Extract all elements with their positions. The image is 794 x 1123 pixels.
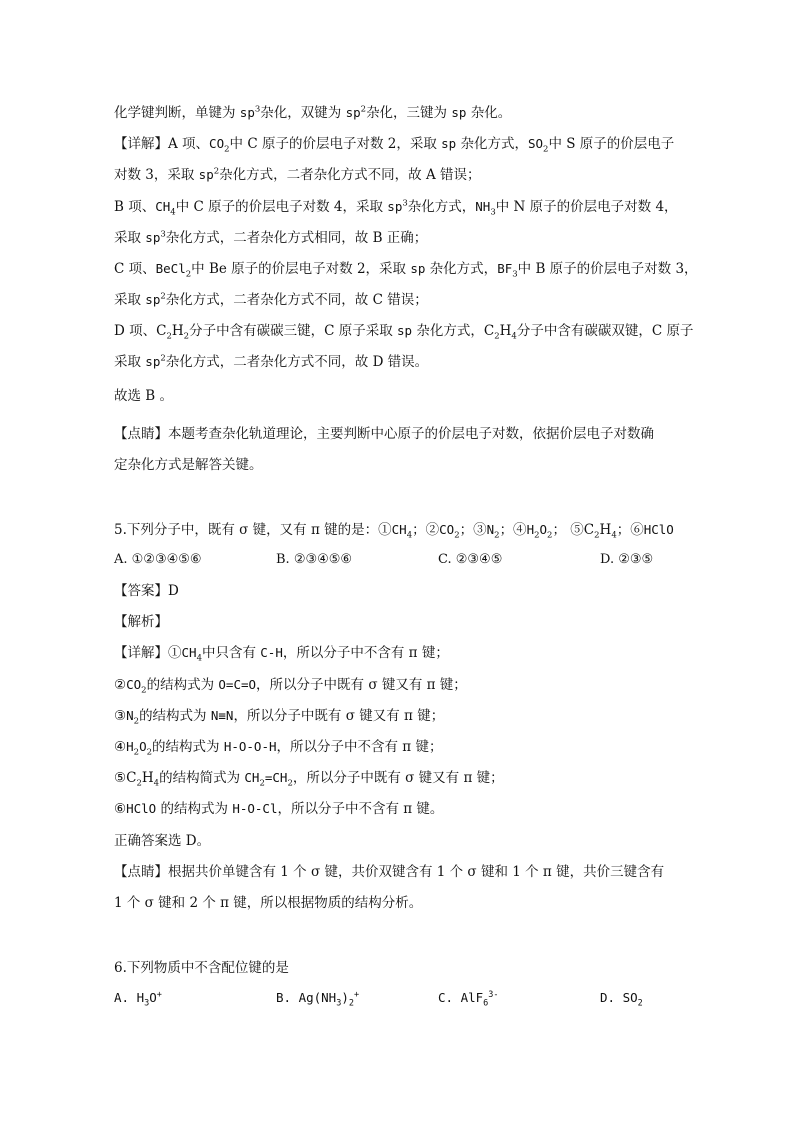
q5-option-b: B. ②③④⑤⑥ xyxy=(276,552,353,567)
detail-line-c: C 项、BeCl$_2$中 Be 原子的价层电子对数 2，采取 sp 杂化方式，$BF_3$中 B 原子的价层电子对数 3， xyxy=(114,261,698,280)
q5-detail-2: $②CO_2$的结构式为 O=C=O，所以分子中既有 σ 键又有 π 键； xyxy=(114,677,467,696)
conclusion-line: 故选 B 。 xyxy=(114,388,174,404)
explanation-line-1: 化学键判断，单键为 $sp^3$杂化，双键为 $sp^2$杂化，三键为 sp 杂化。 xyxy=(114,104,512,121)
detail-line-d: D 项、$C_2H_2$分子中含有碳碳三键，C 原子采取 sp 杂化方式，$C_2H_4$分子中含有碳碳双键，C 原子 xyxy=(114,323,694,342)
q5-analysis-heading: 【解析】 xyxy=(114,614,168,630)
q6-option-c: C. AlF$_6^{3-}$ xyxy=(438,989,499,1009)
q5-answer: 【答案】D xyxy=(114,583,179,599)
q5-detail-6: ⑥HClO 的结构式为 H-O-Cl，所以分子中不含有 π 键。 xyxy=(114,801,444,817)
q5-detail-5: $⑤C_2H_4$的结构简式为 $CH_2=CH_2$，所以分子中既有 σ 键又有 π 键； xyxy=(114,770,504,789)
detail-line-d-cont: 采取 $sp^2$杂化方式，二者杂化方式不同，故 D 错误。 xyxy=(114,353,429,370)
q5-option-a: A. ①②③④⑤⑥ xyxy=(114,552,202,567)
q5-tip-1: 【点睛】根据共价单键含有 1 个 σ 键，共价双键含有 1 个 σ 键和 1 个 π 键，共价三键含有 xyxy=(114,864,665,880)
q6-option-d: D. $SO_2$ xyxy=(600,990,643,1009)
question-6-stem: 6.下列物质中不含配位键的是 xyxy=(114,960,289,976)
q6-option-a: A. $H_3O^+$ xyxy=(114,989,162,1009)
detail-line-a: 【详解】A 项、$CO_2$中 C 原子的价层电子对数 2，采取 sp 杂化方式，$SO_2$中 S 原子的价层电子 xyxy=(114,136,675,155)
detail-line-a-cont: 对数 3，采取 $sp^2$杂化方式，二者杂化方式不同，故 A 错误； xyxy=(114,166,481,183)
q5-detail-1: 【详解】$①CH_4$中只含有 C-H，所以分子中不含有 π 键； xyxy=(114,645,449,664)
question-5-stem: 5.下列分子中，既有 σ 键，又有 π 键的是：$①CH_4$；$②CO_2$；$③N_2$；$④H_2O_2$； $⑤C_2H_4$；⑥HClO xyxy=(114,522,674,541)
q5-detail-3: $③N_2$的结构式为 N≡N，所以分子中既有 σ 键又有 π 键； xyxy=(114,708,445,727)
q5-detail-4: $④H_2O_2$的结构式为 H-O-O-H，所以分子中不含有 π 键； xyxy=(114,739,443,758)
q5-option-c: C. ②③④⑤ xyxy=(438,552,503,567)
detail-line-c-cont: 采取 $sp^2$杂化方式，二者杂化方式不同，故 C 错误； xyxy=(114,291,428,308)
tip-line-1: 【点睛】本题考查杂化轨道理论，主要判断中心原子的价层电子对数，依据价层电子对数确 xyxy=(114,426,654,442)
q5-tip-2: 1 个 σ 键和 2 个 π 键，所以根据物质的结构分析。 xyxy=(114,895,423,911)
q6-option-b: B. $Ag(NH_3)_2^+$ xyxy=(276,989,360,1009)
q5-conclusion: 正确答案选 D。 xyxy=(114,833,211,849)
detail-line-b-cont: 采取 $sp^3$杂化方式，二者杂化方式相同，故 B 正确； xyxy=(114,229,428,246)
tip-line-2: 定杂化方式是解答关键。 xyxy=(114,457,263,473)
q5-option-d: D. ②③⑤ xyxy=(600,552,654,567)
detail-line-b: B 项、$CH_4$中 C 原子的价层电子对数 4，采取 $sp^3$杂化方式，$NH_3$中 N 原子的价层电子对数 4， xyxy=(114,198,678,218)
